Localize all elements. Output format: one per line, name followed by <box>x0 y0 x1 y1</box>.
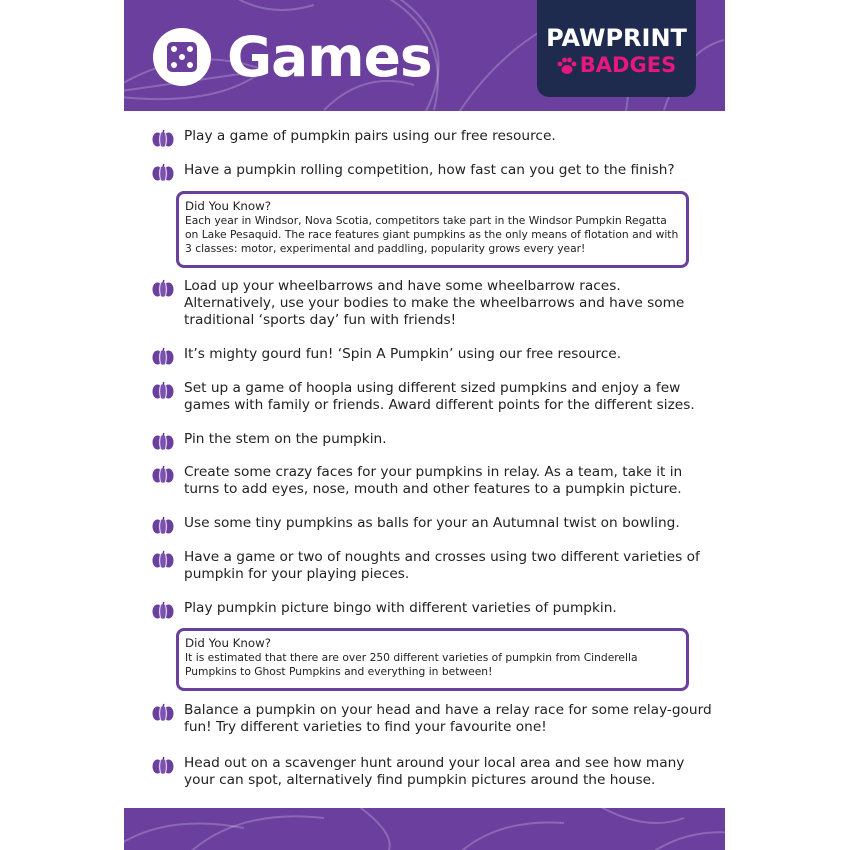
list-item-text: Set up a game of hoopla using different sized pumpkins and enjoy a few games with family or friends. Award different points for the different sizes. <box>184 380 695 413</box>
list-item-text: Balance a pumpkin on your head and have a relay race for some relay-gourd fun! Try different varieties to find your favourite one! <box>184 702 712 735</box>
list-item-text: Head out on a scavenger hunt around your local area and see how many your can spot, alternatively find pumpkin pictures around the house. <box>184 755 685 788</box>
did-you-know-box <box>176 191 689 268</box>
pumpkin-icon <box>152 703 174 721</box>
paw-icon <box>557 57 577 75</box>
list-item-text: Play a game of pumpkin pairs using our free resource. <box>184 128 556 144</box>
footer-banner <box>124 808 725 850</box>
pumpkin-icon <box>152 432 174 450</box>
header-banner <box>124 0 725 111</box>
leaf-pattern-decoration <box>124 808 725 850</box>
logo-line2 <box>537 51 696 79</box>
logo-line1: PAWPRINT <box>546 24 687 52</box>
did-you-know-box <box>176 628 689 691</box>
list-item-text: Load up your wheelbarrows and have some wheelbarrow races. Alternatively, use your bodies to make the wheelbarrows and have some traditional ‘sports day’ fun with friends! <box>184 278 685 328</box>
page-title: Games <box>227 25 432 89</box>
list-item-text: Use some tiny pumpkins as balls for your an Autumnal twist on bowling. <box>184 515 680 531</box>
did-you-know-body: It is estimated that there are over 250 different varieties of pumpkin from Cinderella Pumpkins to Ghost Pumpkins and everything in between! <box>185 651 638 678</box>
list-item-text: Have a pumpkin rolling competition, how fast can you get to the finish? <box>184 162 675 178</box>
list-item-text: Create some crazy faces for your pumpkins in relay. As a team, take it in turns to add eyes, nose, mouth and other features to a pumpkin picture. <box>184 464 683 497</box>
list-item-text: Have a game or two of noughts and crosses using two different varieties of pumpkin for your playing pieces. <box>184 549 700 582</box>
pumpkin-icon <box>152 347 174 365</box>
did-you-know-body: Each year in Windsor, Nova Scotia, competitors take part in the Windsor Pumpkin Regatta on Lake Pesaquid. The race features giant pumpkins as the only means of flotation and with 3 classes: motor, experimental and paddling, popularity grows every year! <box>185 214 679 255</box>
pawprint-badges-logo <box>537 0 696 97</box>
pumpkin-icon <box>152 381 174 399</box>
list-item-text: It’s mighty gourd fun! ‘Spin A Pumpkin’ using our free resource. <box>184 346 622 362</box>
list-item-text: Pin the stem on the pumpkin. <box>184 431 387 447</box>
logo-line2-text: BADGES <box>579 53 677 77</box>
did-you-know-heading: Did You Know? <box>185 199 272 213</box>
pumpkin-icon <box>152 129 174 147</box>
dice-icon <box>152 27 212 87</box>
pumpkin-icon <box>152 465 174 483</box>
activity-sheet <box>124 0 725 850</box>
did-you-know-heading: Did You Know? <box>185 636 272 650</box>
pumpkin-icon <box>152 163 174 181</box>
list-item-text: Play pumpkin picture bingo with different varieties of pumpkin. <box>184 600 617 616</box>
pumpkin-icon <box>152 516 174 534</box>
pumpkin-icon <box>152 279 174 297</box>
pumpkin-icon <box>152 756 174 774</box>
pumpkin-icon <box>152 601 174 619</box>
pumpkin-icon <box>152 550 174 568</box>
